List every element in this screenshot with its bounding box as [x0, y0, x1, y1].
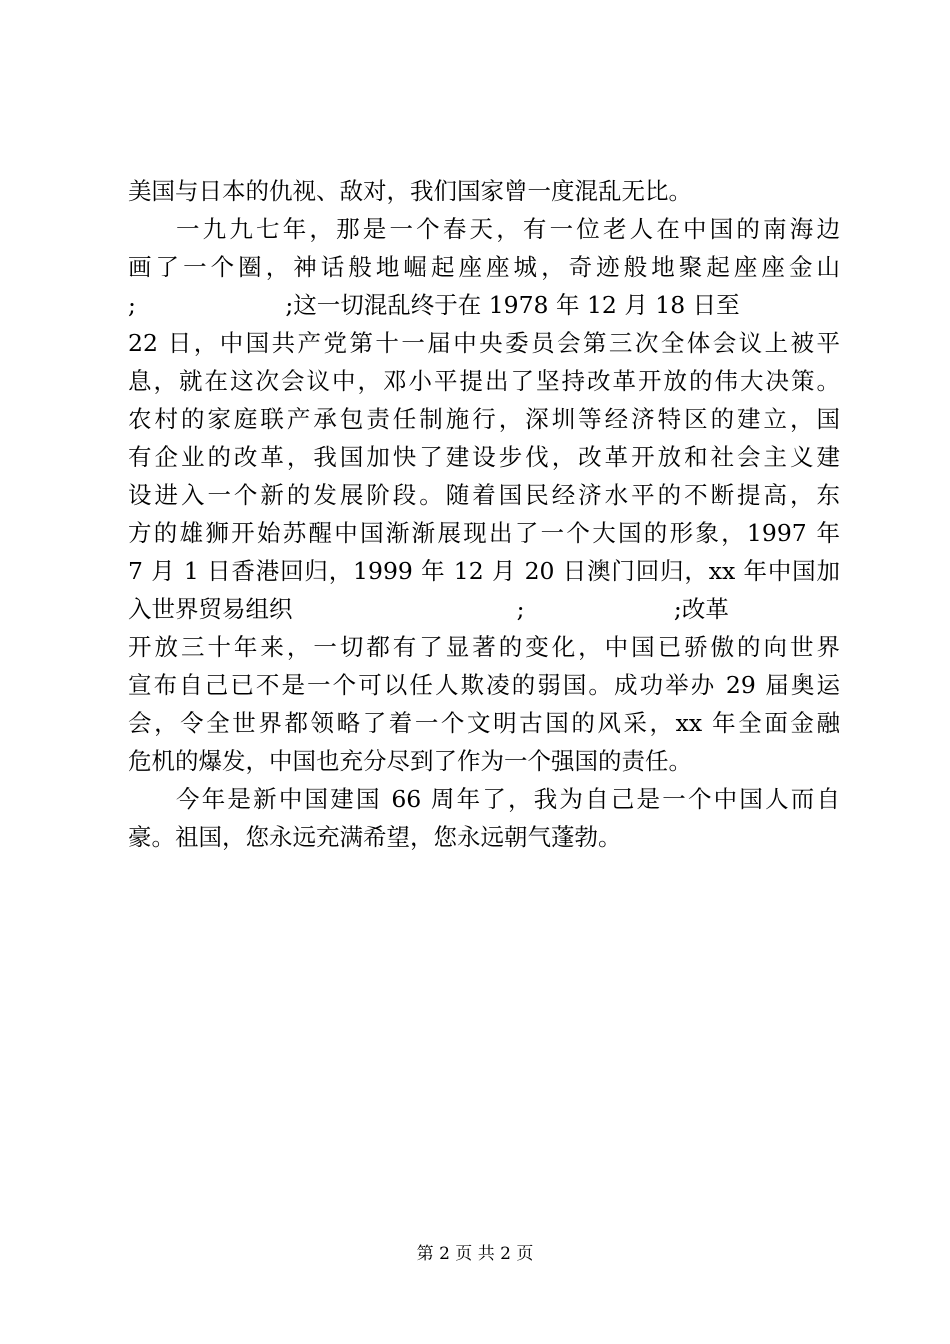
text-line: ; ;这一切混乱终于在 1978 年 12 月 18 日至	[128, 291, 740, 319]
text-line: 今年是新中国建国 66 周年了，我为自己是一个中国人而自	[176, 785, 840, 813]
text-line: 画了一个圈，神话般地崛起座座城，奇迹般地聚起座座金山	[128, 253, 840, 281]
text-line: 7 月 1 日香港回归，1999 年 12 月 20 日澳门回归，xx 年中国加	[128, 557, 840, 585]
text-line: 危机的爆发，中国也充分尽到了作为一个强国的责任。	[128, 747, 692, 775]
text-line: 有企业的改革，我国加快了建设步伐，改革开放和社会主义建	[128, 443, 840, 471]
text-line: 息，就在这次会议中，邓小平提出了坚持改革开放的伟大决策。	[128, 367, 840, 395]
text-line: 22 日，中国共产党第十一届中央委员会第三次全体会议上被平	[128, 329, 840, 357]
text-line: 一九九七年，那是一个春天，有一位老人在中国的南海边	[176, 215, 840, 243]
text-line: 豪。祖国，您永远充满希望，您永远朝气蓬勃。	[128, 823, 622, 851]
text-line: 宣布自己已不是一个可以任人欺凌的弱国。成功举办 29 届奥运	[128, 671, 840, 699]
text-line: 开放三十年来，一切都有了显著的变化，中国已骄傲的向世界	[128, 633, 840, 661]
text-line: 美国与日本的仇视、敌对，我们国家曾一度混乱无比。	[128, 177, 692, 205]
text-line: 会，令全世界都领略了着一个文明古国的风采，xx 年全面金融	[128, 709, 840, 737]
text-line: 入世界贸易组织 ; ;改革	[128, 595, 729, 623]
text-line: 设进入一个新的发展阶段。随着国民经济水平的不断提高，东	[128, 481, 840, 509]
document-body	[128, 172, 840, 856]
text-line: 方的雄狮开始苏醒中国渐渐展现出了一个大国的形象，1997 年	[128, 519, 840, 547]
page-number-footer: 第 2 页 共 2 页	[416, 1244, 534, 1264]
text-line: 农村的家庭联产承包责任制施行，深圳等经济特区的建立，国	[128, 405, 840, 433]
